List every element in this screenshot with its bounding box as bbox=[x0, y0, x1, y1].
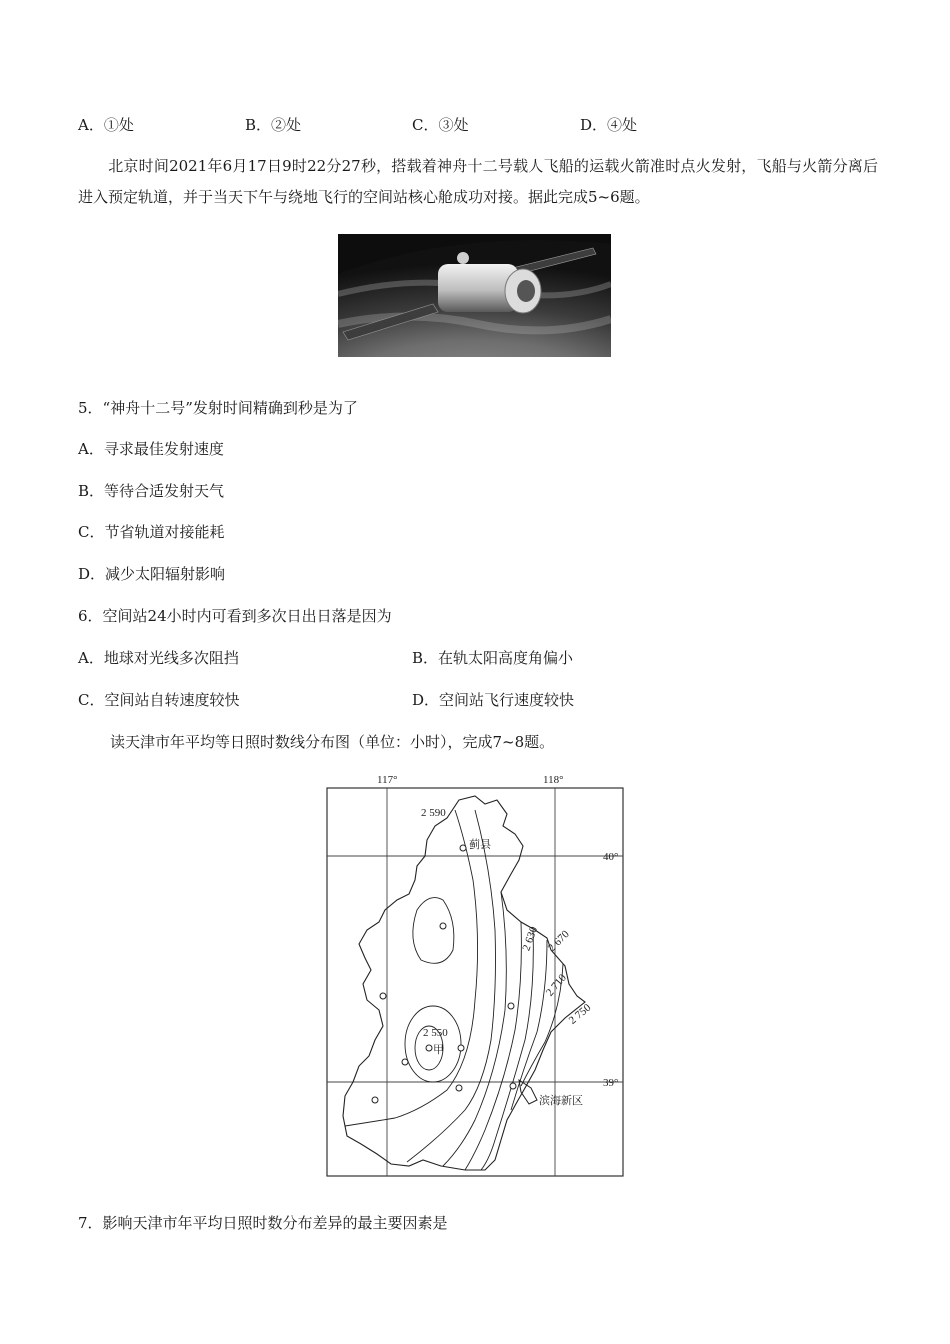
space-station-photo bbox=[338, 234, 611, 357]
q5-option-d: D．减少太阳辐射影响 bbox=[78, 565, 226, 583]
place-label-jia: 甲 bbox=[433, 1043, 444, 1056]
q6-stem: 6．空间站24小时内可看到多次日出日落是因为 bbox=[78, 607, 392, 625]
station-point bbox=[456, 1085, 462, 1091]
q6-option-d: D．空间站飞行速度较快 bbox=[412, 691, 575, 709]
lon-label-117: 117° bbox=[377, 774, 398, 786]
isoline-b bbox=[465, 922, 521, 1170]
station-point bbox=[402, 1059, 408, 1065]
intro-5-6-paragraph bbox=[78, 151, 878, 213]
isoline-label-2750: 2 750 bbox=[566, 1001, 594, 1027]
q6-option-a: A．地球对光线多次阻挡 bbox=[78, 649, 239, 667]
lon-label-118: 118° bbox=[543, 774, 564, 786]
place-label-jixian: 蓟县 bbox=[469, 838, 491, 851]
tianjin-boundary bbox=[343, 796, 585, 1170]
q7-stem: 7．影响天津市年平均日照时数分布差异的最主要因素是 bbox=[78, 1214, 448, 1232]
q4-option-a: A．①处 bbox=[78, 116, 134, 134]
q5-option-b: B．等待合适发射天气 bbox=[78, 482, 225, 500]
q4-option-d: D．④处 bbox=[580, 116, 638, 134]
intro-7-8-text: 读天津市年平均等日照时数线分布图（单位：小时），完成7~8题。 bbox=[110, 733, 555, 751]
isoline-2590 bbox=[345, 810, 478, 1126]
q5-option-c: C．节省轨道对接能耗 bbox=[78, 523, 225, 541]
isoline-a bbox=[443, 892, 506, 1166]
q5-stem: 5．“神舟十二号”发射时间精确到秒是为了 bbox=[78, 399, 358, 417]
isoline-label-2710: 2 710 bbox=[543, 972, 569, 999]
station-point bbox=[380, 993, 386, 999]
station-point bbox=[440, 923, 446, 929]
q5-option-a: A．寻求最佳发射速度 bbox=[78, 440, 224, 458]
station-point bbox=[458, 1045, 464, 1051]
q6-option-b: B．在轨太阳高度角偏小 bbox=[412, 649, 574, 667]
place-label-binhai: 滨海新区 bbox=[539, 1094, 583, 1107]
station-point bbox=[508, 1003, 514, 1009]
station-point bbox=[372, 1097, 378, 1103]
isoline-label-2550: 2 550 bbox=[423, 1027, 448, 1039]
isoline-north-loop bbox=[413, 898, 454, 964]
station-jia bbox=[426, 1045, 432, 1051]
isoline-label-2670: 2 670 bbox=[545, 928, 572, 955]
station-jixian bbox=[460, 845, 466, 851]
intro-5-6-text: 北京时间2021年6月17日9时22分27秒，搭载着神舟十二号载人飞船的运载火箭准时点火发射，飞船与火箭分离后进入预定轨道，并于当天下午与绕地飞行的空间站核心舱成功对接。据此完成5~6题。 bbox=[78, 157, 878, 206]
lat-label-40: 40° bbox=[603, 851, 619, 863]
lat-label-39: 39° bbox=[603, 1077, 619, 1089]
q4-option-c: C．③处 bbox=[412, 116, 469, 134]
isoline-label-2630: 2 630 bbox=[520, 925, 541, 953]
isoline-label-2590: 2 590 bbox=[421, 807, 446, 819]
isoline-2630 bbox=[407, 810, 496, 1162]
station-binhai bbox=[510, 1083, 516, 1089]
isoline-2710 bbox=[511, 940, 547, 1110]
tianjin-sunshine-isoline-map bbox=[325, 770, 625, 1180]
q6-option-c: C．空间站自转速度较快 bbox=[78, 691, 240, 709]
q4-option-b: B．②处 bbox=[245, 116, 302, 134]
